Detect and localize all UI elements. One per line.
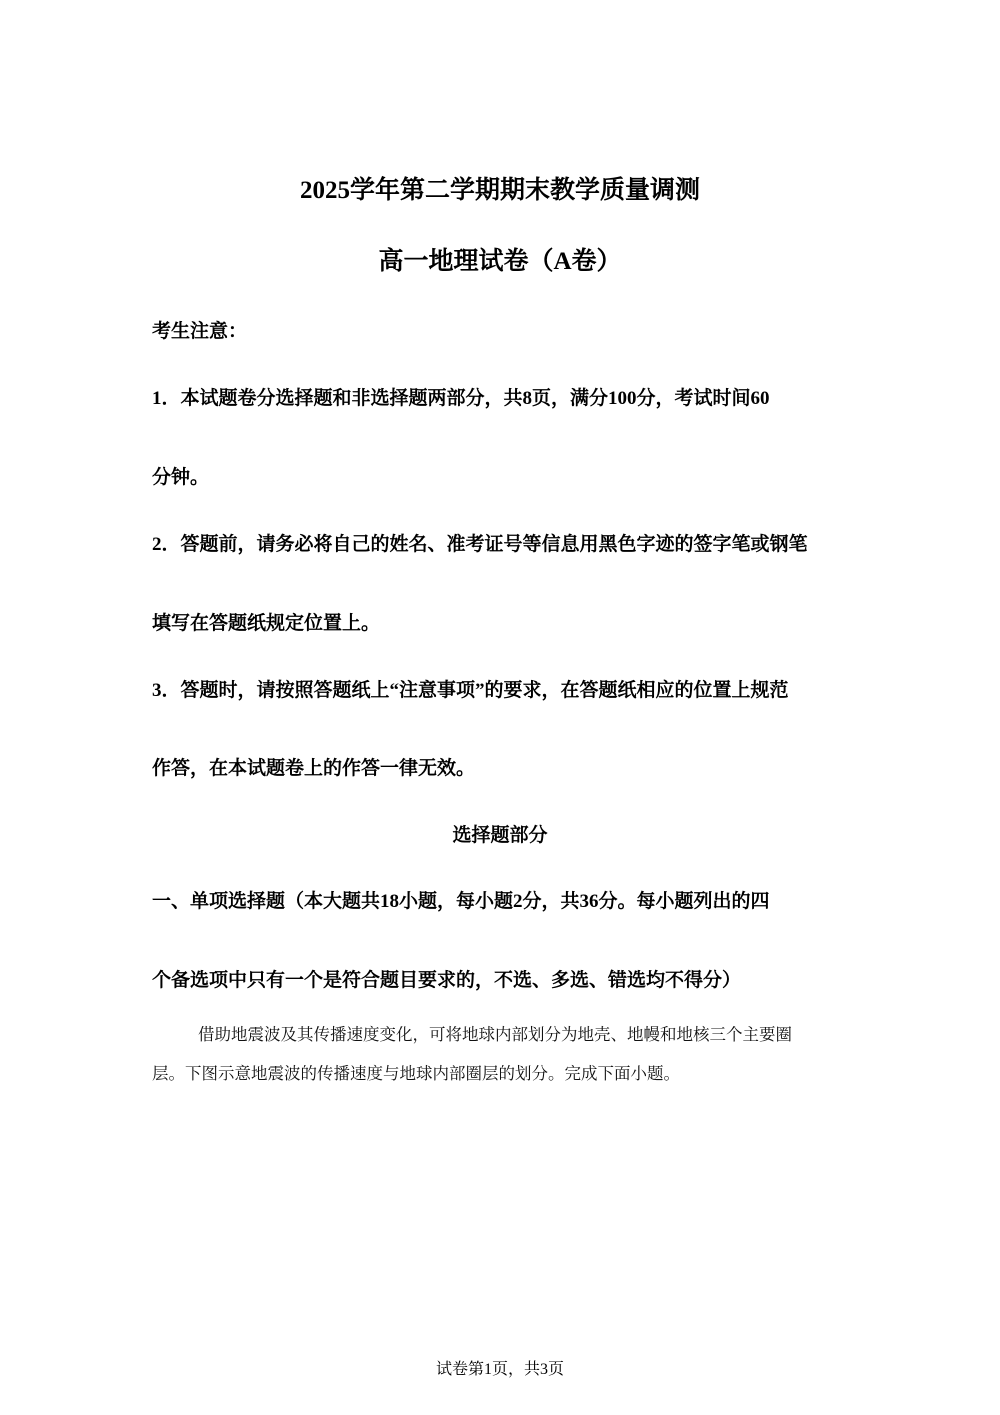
- page-footer: 试卷第1页，共3页: [435, 1361, 564, 1378]
- notice-heading: 考生注意：: [152, 321, 248, 342]
- notice-item-1-line2: 分钟。: [152, 467, 210, 488]
- notice-item-1-line1: 1．本试题卷分选择题和非选择题两部分，共8页，满分100分，考试时间60: [152, 388, 770, 409]
- question-heading-line1: 一、单项选择题（本大题共18小题，每小题2分，共36分。每小题列出的四: [152, 891, 770, 912]
- question-heading-line2: 个备选项中只有一个是符合题目要求的，不选、多选、错选均不得分）: [152, 970, 742, 991]
- section-heading: 选择题部分: [452, 825, 548, 846]
- question-stem-line1: 借助地震波及其传播速度变化，可将地球内部划分为地壳、地幔和地核三个主要圈: [198, 1025, 792, 1044]
- notice-item-2-line1: 2．答题前，请务必将自己的姓名、准考证号等信息用黑色字迹的签字笔或钢笔: [152, 534, 808, 555]
- notice-item-3-line2: 作答，在本试题卷上的作答一律无效。: [152, 758, 476, 779]
- exam-subtitle: 高一地理试卷（A卷）: [378, 248, 622, 275]
- question-stem-line2: 层。下图示意地震波的传播速度与地球内部圈层的划分。完成下面小题。: [152, 1064, 680, 1083]
- notice-item-3-line1: 3．答题时，请按照答题纸上“注意事项”的要求，在答题纸相应的位置上规范: [152, 680, 789, 701]
- exam-title: 2025学年第二学期期末教学质量调测: [299, 177, 700, 204]
- notice-item-2-line2: 填写在答题纸规定位置上。: [152, 613, 381, 634]
